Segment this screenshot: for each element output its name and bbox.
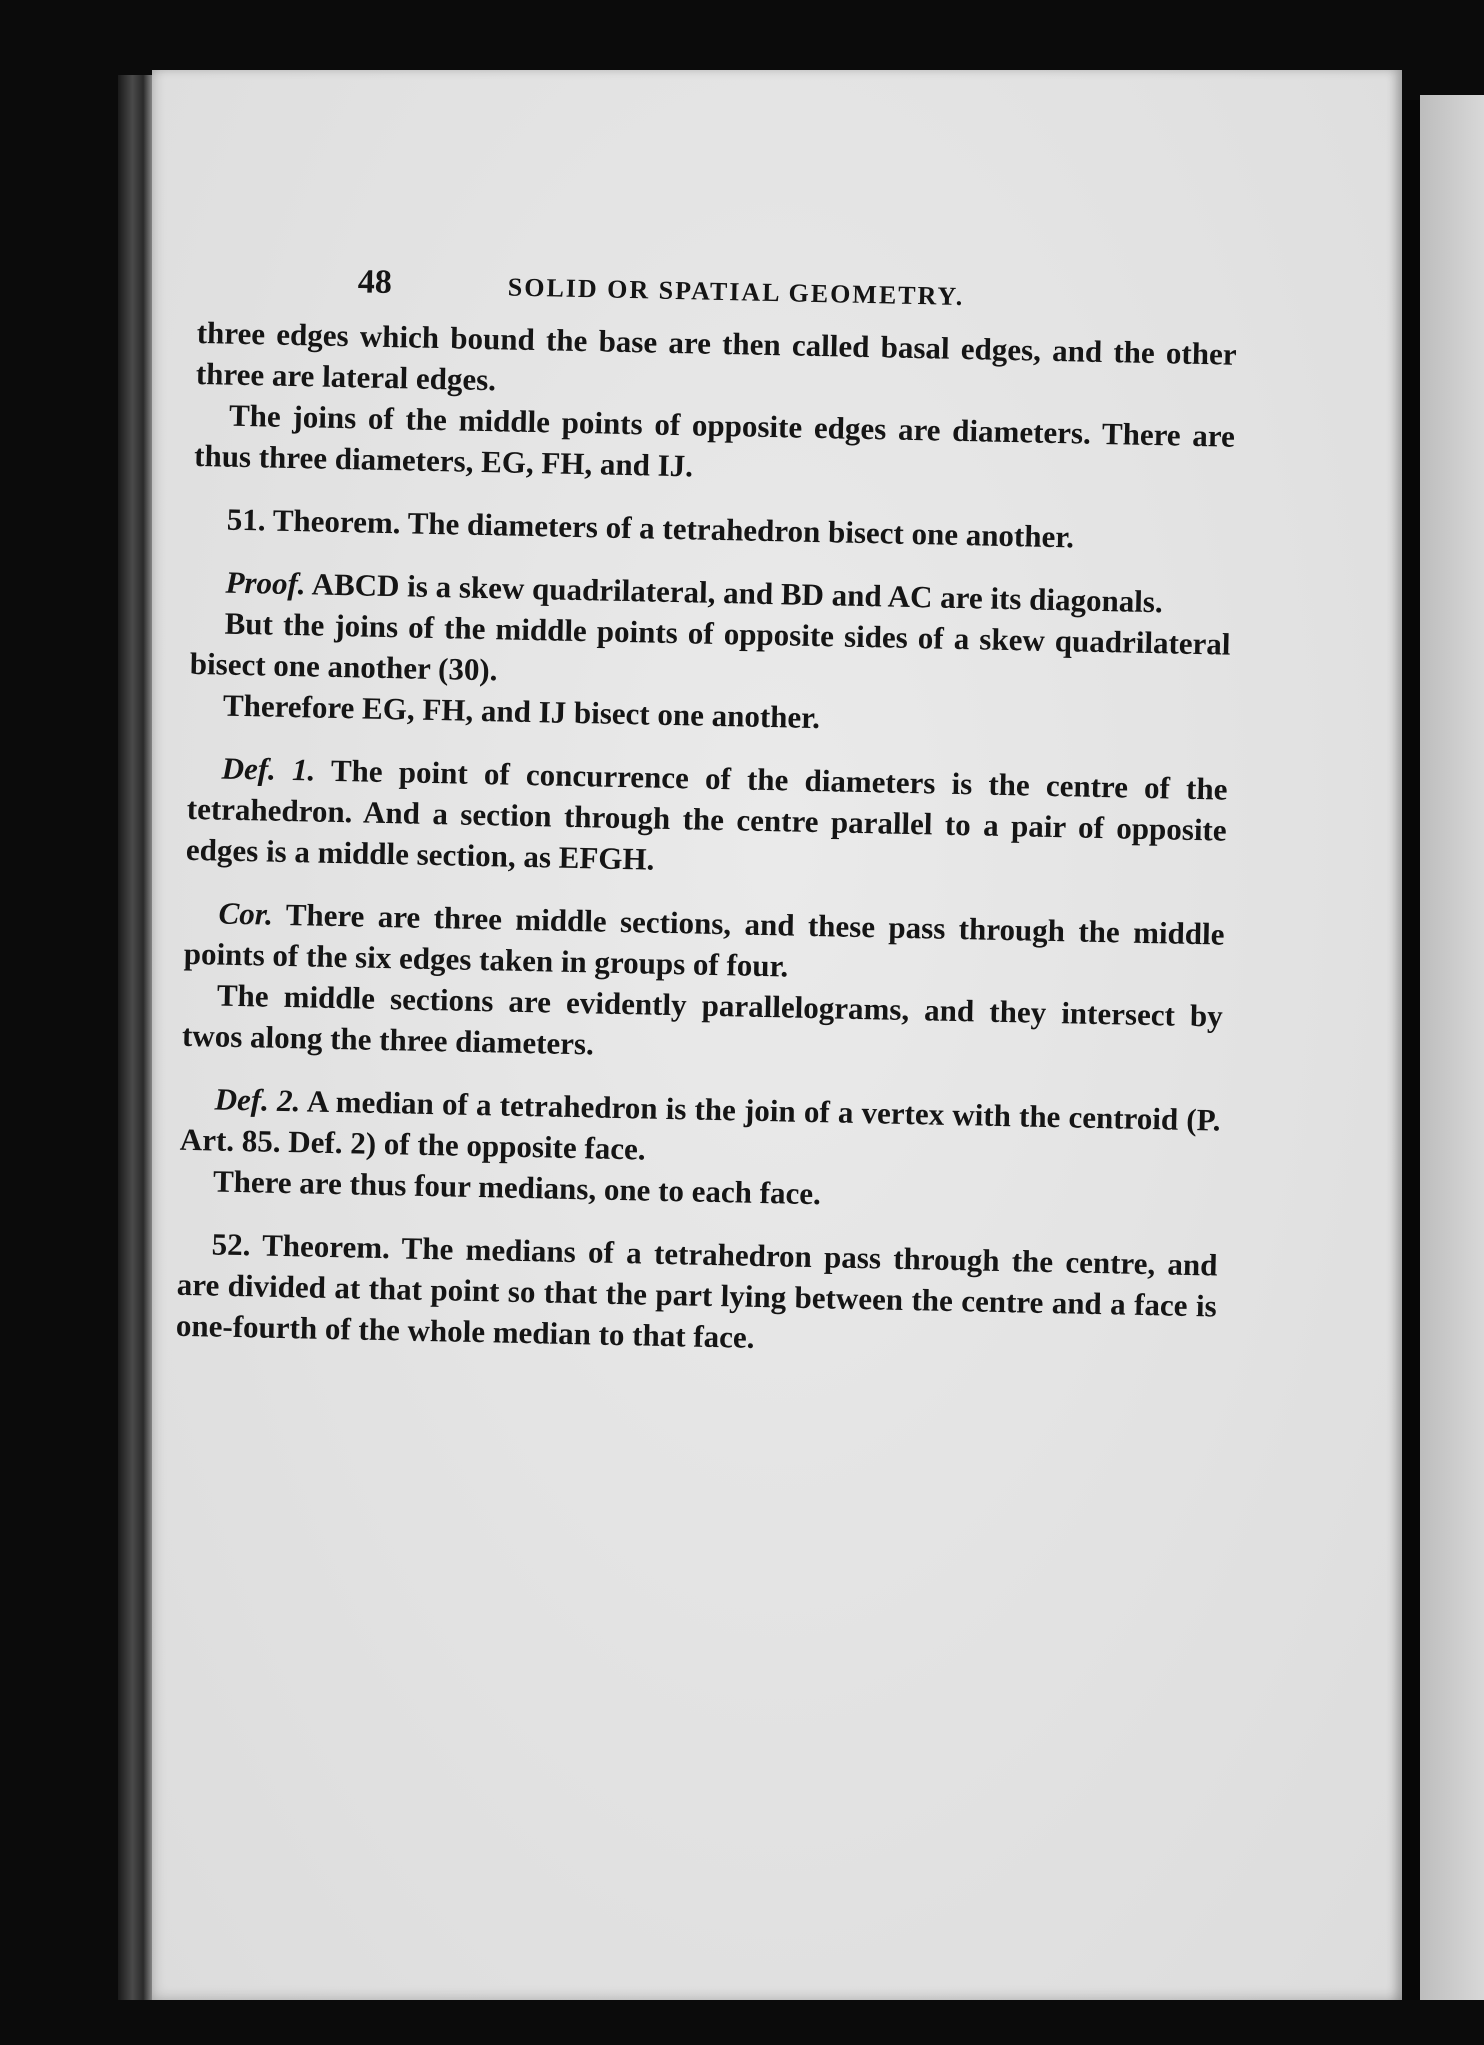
definition-2-text: A median of a tetrahedron is the join of a vertex with the centroid (P. Art. 85. Def. 2) of the opposite face.	[179, 1083, 1221, 1167]
definition-1	[186, 747, 1228, 892]
theorem-51	[192, 498, 1233, 561]
page-gutter	[1402, 100, 1420, 2005]
definition-2-label: Def. 2.	[214, 1081, 301, 1119]
definition-1-label: Def. 1.	[221, 750, 316, 788]
book-binding	[118, 75, 154, 2005]
corollary-label: Cor.	[218, 895, 274, 932]
paragraph-therefore: Therefore EG, FH, and IJ bisect one another.	[222, 687, 821, 736]
paragraph-middle-sections: The middle sections are evidently parallelograms, and they intersect by twos along the three diameters.	[181, 977, 1224, 1062]
theorem-51-text: The diameters of a tetrahedron bisect one another.	[407, 505, 1075, 555]
proof-label: Proof.	[225, 564, 307, 602]
paragraph-basal-edges: three edges which bound the base are then called basal edges, and the other three are lateral edges.	[195, 314, 1237, 398]
page-number: 48	[357, 263, 393, 302]
paragraph-diameters: The joins of the middle points of opposite edges are diameters. There are thus three diameters, EG, FH, and IJ.	[193, 397, 1236, 484]
theorem-52-text: The medians of a tetrahedron pass through the centre, and are divided at that point so that the part lying between the centre and a face is one-fourth of the whole median to that face.	[175, 1230, 1218, 1355]
paragraph-four-medians: There are thus four medians, one to each face.	[212, 1163, 822, 1212]
definition-1-text: The point of concurrence of the diameters is the centre of the tetrahedron. And a section through the centre parallel to a pair of opposite edges is a middle section, as EFGH.	[185, 752, 1228, 877]
proof-text: ABCD is a skew quadrilateral, and BD and AC are its diagonals.	[311, 566, 1164, 620]
running-head-title: SOLID OR SPATIAL GEOMETRY.	[507, 272, 965, 312]
corollary-text: There are three middle sections, and these pass through the middle points of the six edges taken in groups of four.	[183, 896, 1225, 984]
theorem-51-number: 51. Theorem.	[226, 501, 401, 541]
theorem-52	[176, 1223, 1218, 1368]
bottom-edge	[118, 2000, 1484, 2045]
next-page-edge	[1420, 95, 1484, 2005]
theorem-52-number: 52. Theorem.	[211, 1226, 391, 1266]
running-head	[357, 263, 1238, 319]
page-text	[176, 180, 1240, 1368]
paragraph-but: But the joins of the middle points of opposite sides of a skew quadrilateral bisect one another (30).	[189, 605, 1231, 688]
